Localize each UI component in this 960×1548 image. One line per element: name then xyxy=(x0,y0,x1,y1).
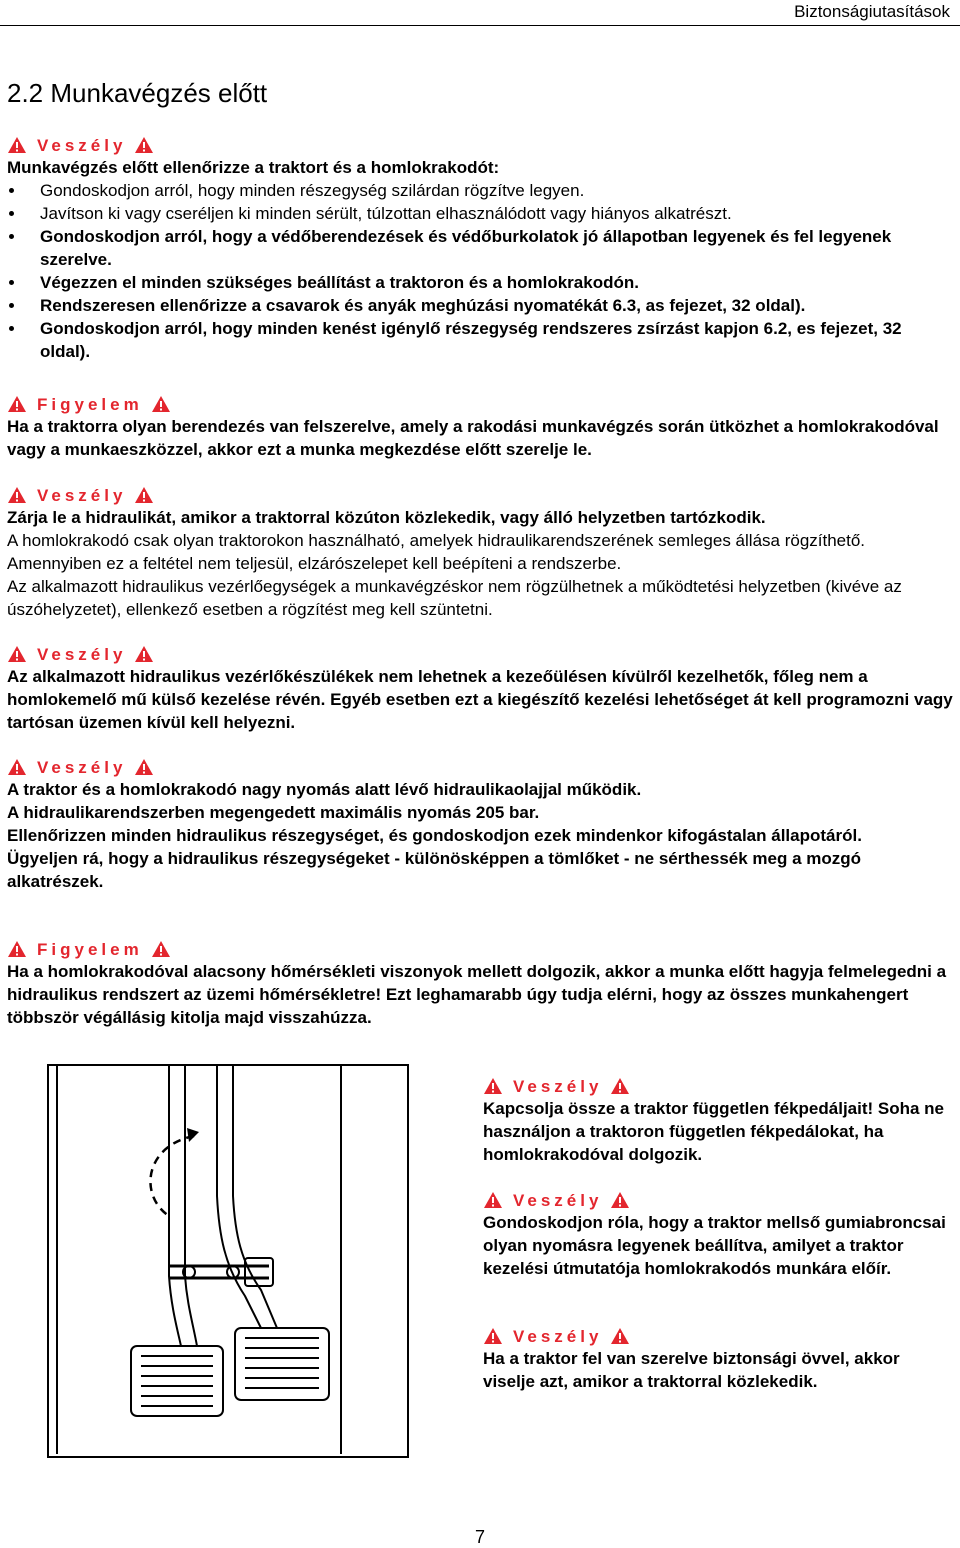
attention-label: Figyelem xyxy=(37,939,143,959)
brake-pedals-illustration xyxy=(47,1064,409,1458)
right-danger-1 xyxy=(483,1075,953,1166)
danger-bold-text: Zárja le a hidraulikát, amikor a traktorral közúton közlekedik, vagy álló helyzetben tartózkodik. xyxy=(7,508,766,527)
list-item: Végezzen el minden szükséges beállítást a traktoron és a homlokrakodón. xyxy=(7,271,953,294)
warning-triangle-icon xyxy=(7,758,27,776)
danger-text: Kapcsolja össze a traktor független fékpedáljait! Soha ne használjon a traktoron független fékpedálokat, ha homlokrakodóval dolgozik. xyxy=(483,1099,945,1164)
warning-triangle-icon xyxy=(7,136,27,154)
checklist xyxy=(7,179,953,363)
danger-block-1 xyxy=(7,134,953,363)
danger-block-4 xyxy=(7,756,953,893)
right-danger-3 xyxy=(483,1325,953,1393)
danger-text: Ha a traktor fel van szerelve biztonsági övvel, akkor viselje azt, amikor a traktorral közlekedik. xyxy=(483,1349,900,1391)
danger-text: Gondoskodjon róla, hogy a traktor mellső gumiabroncsai olyan nyomásra legyenek beállítva, amilyet a traktor kezelési útmutatója homlokrakodós munkára előír. xyxy=(483,1213,946,1278)
brake-pedals-drawing xyxy=(49,1066,407,1456)
danger-heading xyxy=(483,1325,953,1347)
warning-triangle-icon xyxy=(483,1327,503,1345)
warning-triangle-icon xyxy=(7,645,27,663)
danger-label: Veszély xyxy=(37,757,127,777)
danger-paragraph: A homlokrakodó csak olyan traktorokon használható, amelyek hidraulikarendszerének semleges állása rögzíthető. Amennyiben ez a feltétel nem teljesül, elzárószelepet kell beépíteni a rendszerbe. xyxy=(7,531,866,573)
warning-triangle-icon xyxy=(7,940,27,958)
danger-line: Ügyeljen rá, hogy a hidraulikus részegységeket - különösképpen a tömlőket - ne sérthessék meg a mozgó alkatrészek. xyxy=(7,849,862,891)
danger-label: Veszély xyxy=(37,135,127,155)
attention-label: Figyelem xyxy=(37,394,143,414)
right-danger-2 xyxy=(483,1189,953,1280)
danger-heading xyxy=(7,643,953,665)
warning-triangle-icon xyxy=(134,136,154,154)
warning-triangle-icon xyxy=(483,1191,503,1209)
danger-label: Veszély xyxy=(37,485,127,505)
section-title: 2.2 Munkavégzés előtt xyxy=(7,78,268,108)
danger-heading xyxy=(7,756,953,778)
warning-triangle-icon xyxy=(7,486,27,504)
danger-heading xyxy=(483,1075,953,1097)
block-intro: Munkavégzés előtt ellenőrizze a traktort és a homlokrakodót: xyxy=(7,158,500,177)
page-number: 7 xyxy=(474,1527,485,1547)
header-title: Biztonságiutasítások xyxy=(794,2,950,21)
attention-text: Ha a homlokrakodóval alacsony hőmérsékleti viszonyok mellett dolgozik, akkor a munka előtt hagyja felmelegedni a hidraulikus rendszert az üzemi hőmérsékletre! Ezt leghamarabb úgy tudja elérni, hogy az összes munkahengert többször végállásig kitolja majd visszahúzza. xyxy=(7,962,947,1027)
attention-heading xyxy=(7,393,953,415)
danger-text: Az alkalmazott hidraulikus vezérlőkészülékek nem lehetnek a kezeőülésen kívülről kezelhetők, főleg nem a homlokemelő mű külső kezelése révén. Egyéb esetben ezt a kiegészítő kezelési lehetőséget át kell programozni vagy tartósan üzemen kívül kell helyezni. xyxy=(7,667,953,732)
page-header xyxy=(0,0,960,26)
warning-triangle-icon xyxy=(483,1077,503,1095)
warning-triangle-icon xyxy=(610,1191,630,1209)
warning-triangle-icon xyxy=(134,486,154,504)
danger-block-3 xyxy=(7,643,953,734)
danger-label: Veszély xyxy=(513,1326,603,1346)
danger-block-2 xyxy=(7,484,953,621)
danger-line: A traktor és a homlokrakodó nagy nyomás alatt lévő hidraulikaolajjal működik. xyxy=(7,780,642,799)
warning-triangle-icon xyxy=(151,940,171,958)
warning-triangle-icon xyxy=(134,645,154,663)
warning-triangle-icon xyxy=(610,1077,630,1095)
warning-triangle-icon xyxy=(610,1327,630,1345)
list-item: Rendszeresen ellenőrizze a csavarok és anyák meghúzási nyomatékát 6.3, as fejezet, 32 oldal). xyxy=(7,294,953,317)
danger-heading xyxy=(483,1189,953,1211)
attention-text: Ha a traktorra olyan berendezés van felszerelve, amely a rakodási munkavégzés során ütközhet a homlokrakodóval vagy a munkaeszközzel, akkor ezt a munka megkezdése előtt szerelje le. xyxy=(7,417,939,459)
warning-triangle-icon xyxy=(134,758,154,776)
attention-heading xyxy=(7,938,953,960)
list-item: Javítson ki vagy cseréljen ki minden sérült, túlzottan elhasználódott vagy hiányos alkatrészt. xyxy=(7,202,953,225)
danger-label: Veszély xyxy=(513,1076,603,1096)
attention-block-1 xyxy=(7,393,953,461)
danger-heading xyxy=(7,484,953,506)
warning-triangle-icon xyxy=(151,395,171,413)
danger-paragraph: Az alkalmazott hidraulikus vezérlőegységek a munkavégzéskor nem rögzülhetnek a működtetési helyzetben (kivéve az úszóhelyzetet), ellenkező esetben a rögzítést meg kell szüntetni. xyxy=(7,577,902,619)
list-item: Gondoskodjon arról, hogy minden részegység szilárdan rögzítve legyen. xyxy=(7,179,953,202)
list-item: Gondoskodjon arról, hogy minden kenést igénylő részegység rendszeres zsírzást kapjon 6.2, es fejezet, 32 oldal). xyxy=(7,317,953,363)
list-item: Gondoskodjon arról, hogy a védőberendezések és védőburkolatok jó állapotban legyenek és fel legyenek szerelve. xyxy=(7,225,953,271)
danger-line: Ellenőrizzen minden hidraulikus részegységet, és gondoskodjon ezek mindenkor kifogástalan állapotáról. xyxy=(7,826,862,845)
danger-label: Veszély xyxy=(513,1190,603,1210)
danger-heading xyxy=(7,134,953,156)
attention-block-2 xyxy=(7,938,953,1029)
warning-triangle-icon xyxy=(7,395,27,413)
danger-line: A hidraulikarendszerben megengedett maximális nyomás 205 bar. xyxy=(7,803,540,822)
danger-label: Veszély xyxy=(37,644,127,664)
